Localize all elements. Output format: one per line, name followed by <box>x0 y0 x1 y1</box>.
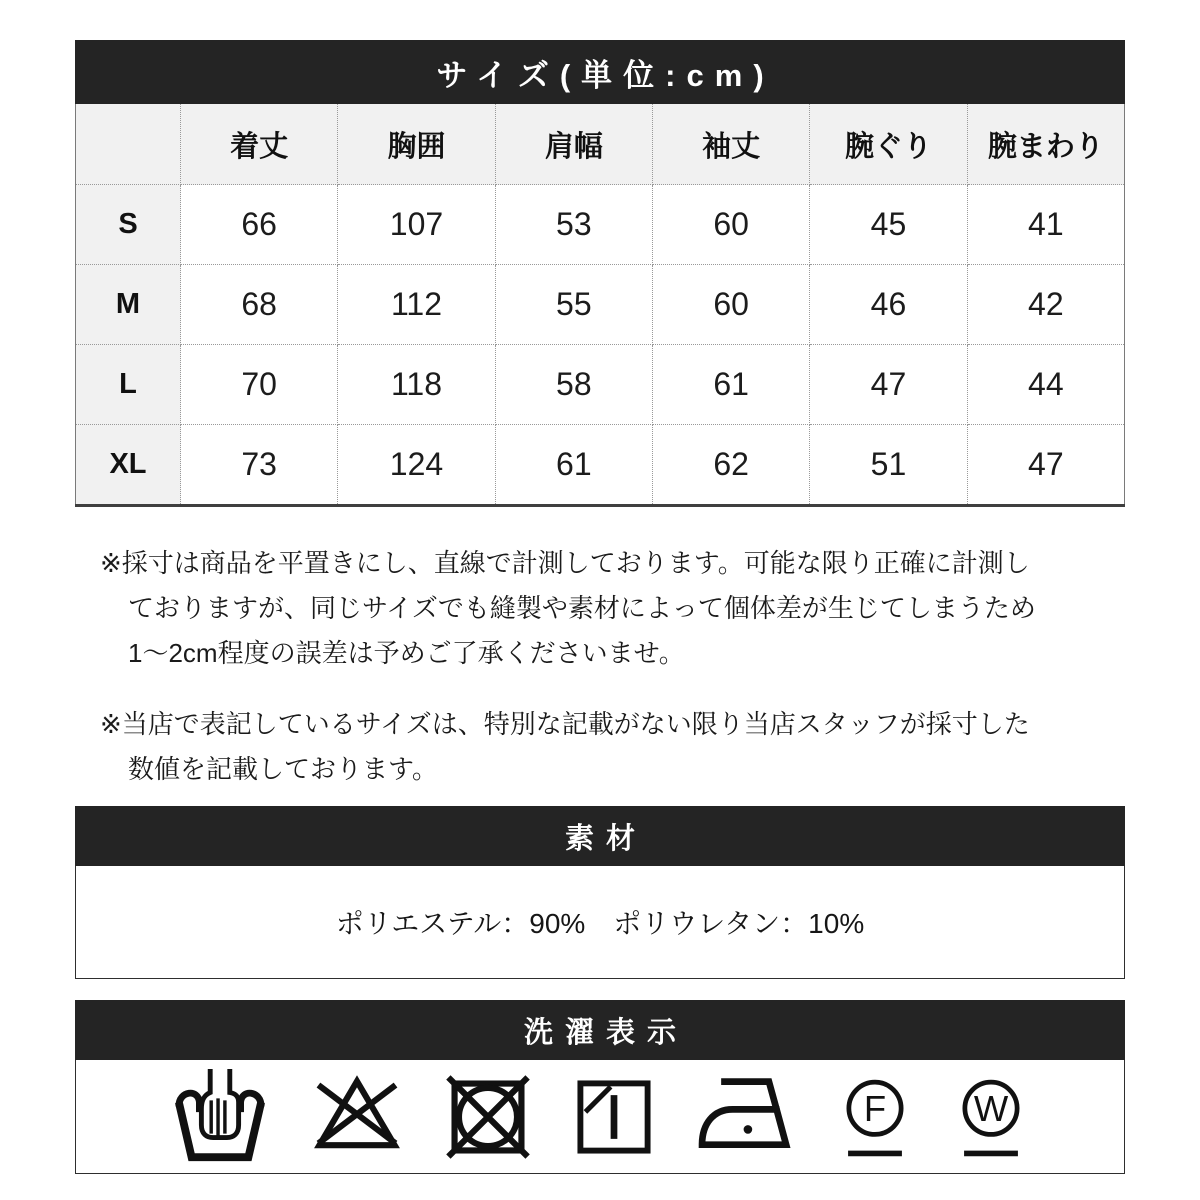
size-cell: 112 <box>338 265 495 345</box>
column-header-body-length: 着丈 <box>181 104 338 185</box>
care-letter-w: W <box>973 1087 1008 1129</box>
size-cell: 41 <box>967 185 1124 265</box>
size-table <box>75 40 1125 507</box>
laundry-icons-row <box>75 1060 1125 1174</box>
care-letter-f: F <box>863 1087 886 1129</box>
material-content: ポリエステル：90% ポリウレタン：10% <box>75 866 1125 979</box>
corner-cell <box>76 104 181 185</box>
size-cell: 62 <box>652 425 809 506</box>
laundry-title-band: 洗濯表示 <box>75 1000 1125 1060</box>
size-cell: 46 <box>810 265 967 345</box>
size-cell: 51 <box>810 425 967 506</box>
size-cell: 42 <box>967 265 1124 345</box>
note-line: 1〜2cm程度の誤差は予めご了承くださいませ。 <box>128 638 685 668</box>
size-cell: 68 <box>181 265 338 345</box>
note-line: 数値を記載しております。 <box>128 754 438 784</box>
table-row-s <box>76 185 1125 265</box>
column-header-shoulder: 肩幅 <box>495 104 652 185</box>
column-header-sleeve: 袖丈 <box>652 104 809 185</box>
table-row-xl <box>76 425 1125 506</box>
measurement-note <box>100 541 1125 676</box>
size-cell: 60 <box>652 185 809 265</box>
dry-clean-petroleum-icon <box>837 1075 913 1159</box>
size-cell: 45 <box>810 185 967 265</box>
size-cell: 47 <box>967 425 1124 506</box>
do-not-tumble-dry-icon <box>444 1073 532 1161</box>
row-label-s: S <box>76 185 181 265</box>
size-cell: 61 <box>652 345 809 425</box>
laundry-section <box>75 1000 1125 1174</box>
size-cell: 53 <box>495 185 652 265</box>
size-table-header-row <box>76 104 1125 185</box>
size-cell: 44 <box>967 345 1124 425</box>
table-row-l <box>76 345 1125 425</box>
size-cell: 73 <box>181 425 338 506</box>
size-cell: 118 <box>338 345 495 425</box>
row-label-xl: XL <box>76 425 181 506</box>
size-cell: 107 <box>338 185 495 265</box>
line-dry-in-shade-icon <box>572 1075 656 1159</box>
hand-wash-icon <box>171 1069 269 1165</box>
iron-low-heat-icon <box>696 1074 796 1160</box>
column-header-armhole: 腕ぐり <box>810 104 967 185</box>
column-header-arm-circumference: 腕まわり <box>967 104 1124 185</box>
column-header-chest: 胸囲 <box>338 104 495 185</box>
row-label-l: L <box>76 345 181 425</box>
note-line: ※当店で表記しているサイズは、特別な記載がない限り当店スタッフが採寸した <box>100 709 1030 739</box>
size-cell: 60 <box>652 265 809 345</box>
product-spec-sheet <box>75 0 1125 1174</box>
note-line: ※採寸は商品を平置きにし、直線で計測しております。可能な限り正確に計測し <box>100 548 1030 578</box>
size-cell: 55 <box>495 265 652 345</box>
do-not-bleach-icon <box>310 1070 404 1164</box>
row-label-m: M <box>76 265 181 345</box>
material-section <box>75 806 1125 979</box>
size-cell: 58 <box>495 345 652 425</box>
size-cell: 61 <box>495 425 652 506</box>
note-line: ておりますが、同じサイズでも縫製や素材によって個体差が生じてしまうため <box>128 593 1036 623</box>
size-cell: 124 <box>338 425 495 506</box>
size-cell: 70 <box>181 345 338 425</box>
table-row-m <box>76 265 1125 345</box>
staff-measurement-note <box>100 702 1125 792</box>
size-cell: 47 <box>810 345 967 425</box>
size-cell: 66 <box>181 185 338 265</box>
material-title-band: 素材 <box>75 806 1125 866</box>
wet-clean-icon <box>953 1075 1029 1159</box>
size-table-title-band: サイズ(単位:cm) <box>76 41 1125 104</box>
